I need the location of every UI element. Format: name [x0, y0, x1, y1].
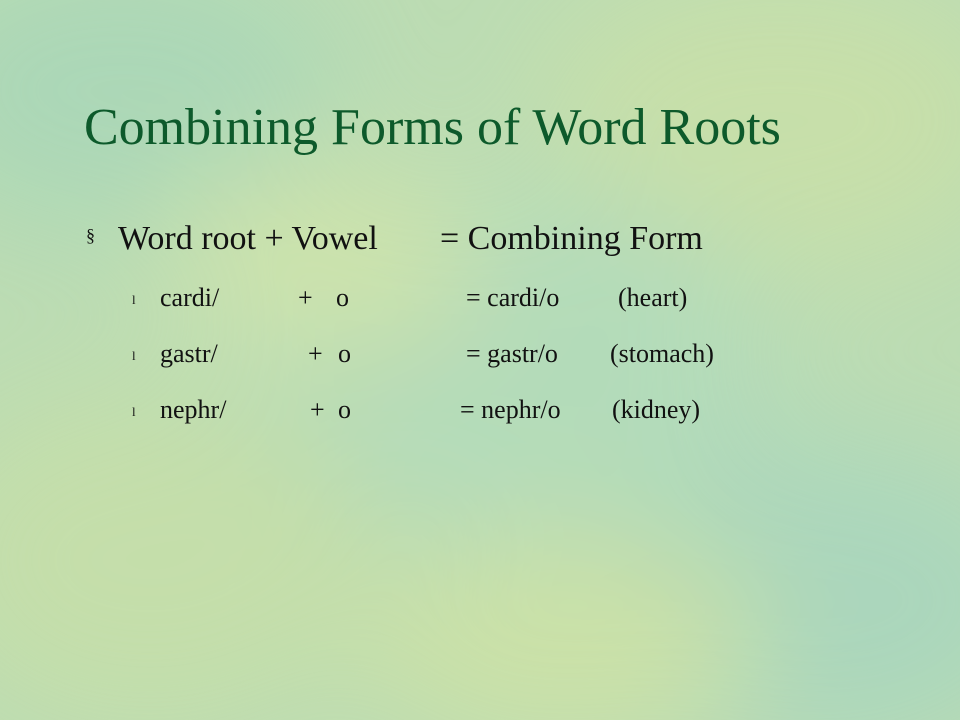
word-root: nephr/ — [160, 395, 227, 424]
plus-sign: + — [298, 283, 313, 312]
meaning: (heart) — [618, 283, 688, 312]
bullet-dot-icon: l — [132, 404, 136, 419]
vowel: o — [338, 395, 351, 424]
main-bullet-text-right: = Combining Form — [440, 220, 703, 257]
bullet-dot-icon: l — [132, 292, 136, 307]
plus-sign: + — [308, 339, 323, 368]
combining-form: = gastr/o — [466, 339, 558, 368]
combining-form: = cardi/o — [466, 283, 560, 312]
section-bullet-icon: § — [86, 225, 95, 245]
plus-sign: + — [310, 395, 325, 424]
slide-title: Combining Forms of Word Roots — [84, 99, 781, 156]
meaning: (kidney) — [612, 395, 701, 424]
main-bullet-text-left: Word root + Vowel — [118, 220, 378, 257]
main-bullet — [86, 220, 703, 258]
word-root: gastr/ — [160, 339, 218, 368]
vowel: o — [338, 339, 351, 368]
combining-form: = nephr/o — [460, 395, 561, 424]
vowel: o — [336, 283, 349, 312]
meaning: (stomach) — [610, 339, 714, 368]
bullet-dot-icon: l — [132, 348, 136, 363]
word-root: cardi/ — [160, 283, 220, 312]
